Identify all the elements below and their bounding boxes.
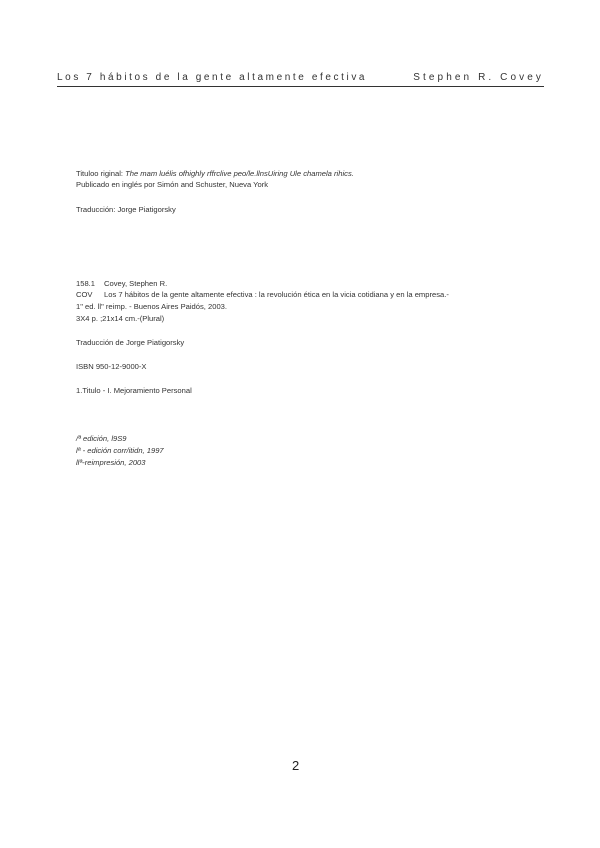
catalog-line	[76, 290, 449, 300]
catalog-text: 1" ed. ll" reimp. - Buenos Aires Paidós, 2003.	[76, 302, 228, 311]
running-header	[57, 72, 544, 87]
edition-line: llª-reimpresión, 2003	[76, 458, 146, 467]
catalog-text: Los 7 hábitos de la gente altamente efectiva : la revolución ética en la vicia cotidiana y en la empresa.-	[104, 290, 449, 299]
isbn: ISBN 950-12-9000-X	[76, 362, 147, 371]
published-in-line: Publicado en inglés por Simón and Schuster, Nueva York	[76, 180, 269, 189]
catalog-code: 158.1	[76, 279, 96, 288]
catalog-code: COV	[76, 290, 93, 299]
page-number: 2	[292, 758, 300, 773]
translator-line: Traducción: Jorge Piatigorsky	[76, 205, 176, 214]
catalog-line	[76, 302, 227, 312]
header-author: Stephen R. Covey	[413, 72, 544, 83]
original-title-value: The mam luélis ofhighly rffrclive peo/le.llnsUiring Ule chamela rihics.	[125, 169, 354, 178]
header-book-title: Los 7 hábitos de la gente altamente efectiva	[57, 72, 368, 83]
original-title-line	[76, 169, 354, 179]
edition-line: lª - edición corr/itidn, 1997	[76, 446, 164, 455]
catalog-text: Covey, Stephen R.	[104, 279, 168, 288]
subject-line: 1.Titulo - I. Mejoramiento Personal	[76, 386, 192, 395]
edition-line: /ª edición, l9S9	[76, 434, 127, 443]
catalog-text: 3X4 p. ;21x14 cm.-(Plural)	[76, 314, 165, 323]
original-title-label: Tituloo riginal:	[76, 169, 126, 178]
translation-note: Traducción de Jorge Piatigorsky	[76, 338, 185, 347]
catalog-line	[76, 279, 167, 289]
catalog-line	[76, 314, 164, 324]
